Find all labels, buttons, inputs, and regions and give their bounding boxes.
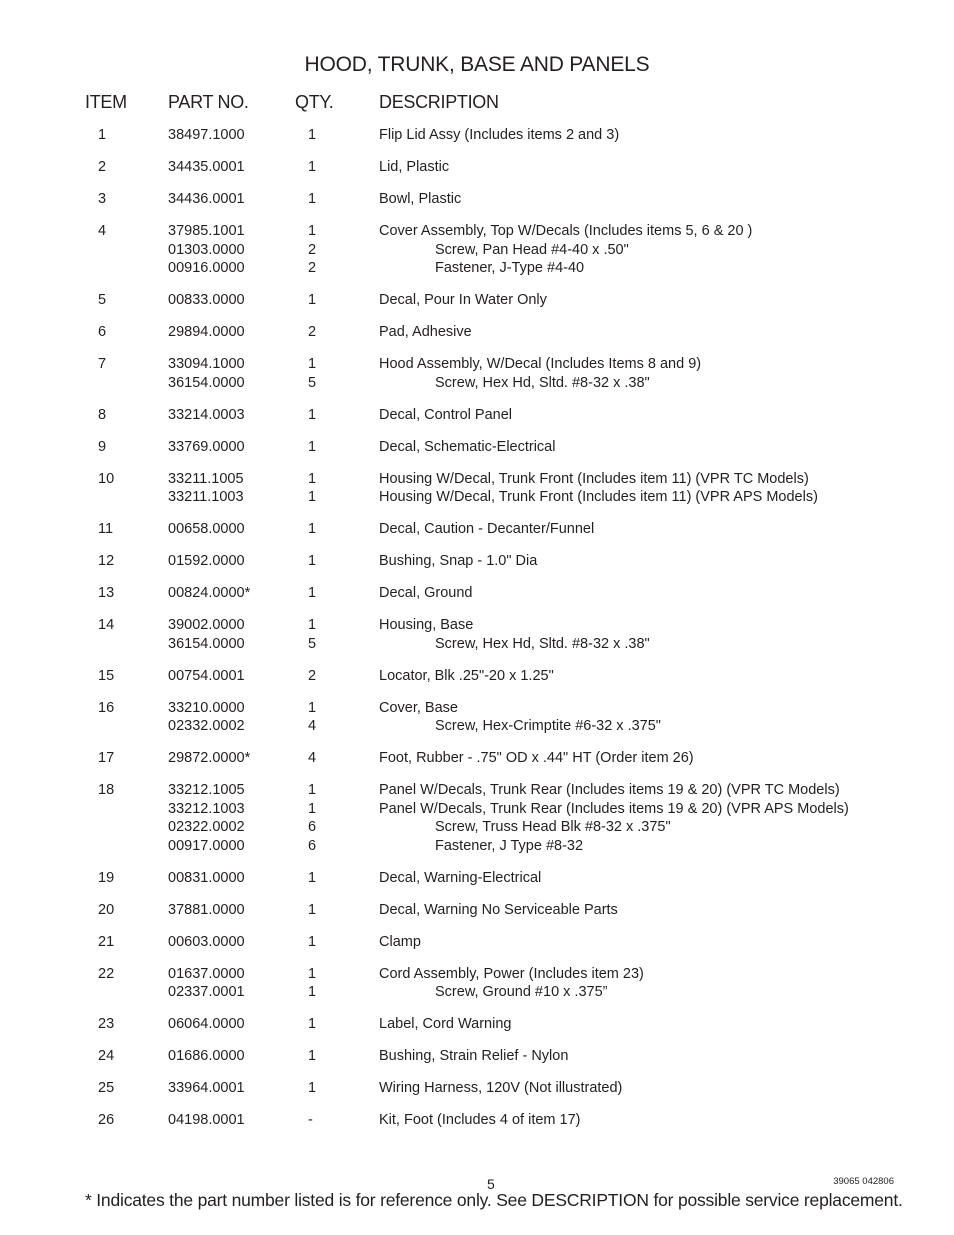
quantity: 4 [308,718,317,734]
description: Housing W/Decal, Trunk Front (Includes item 11) (VPR APS Models) [379,489,818,505]
parts-row [0,749,954,768]
part-number: 37881.0000 [168,901,245,918]
item-number: 16 [98,699,115,716]
description: Flip Lid Assy (Includes items 2 and 3) [379,127,620,143]
item-number: 13 [98,585,115,601]
part-number: 33769.0000 [168,438,245,455]
item-number: 24 [98,1048,115,1064]
part-number: 34436.0001 [168,191,245,207]
quantity: 4 [308,750,317,766]
part-number: 33211.1005 [168,470,244,487]
column-header-qty: QTY. [295,92,334,112]
item-number: 3 [98,191,107,207]
description: Housing W/Decal, Trunk Front (Includes item 11) (VPR TC Models) [379,470,809,487]
part-number: 02322.0002 [168,819,245,835]
part-number: 02332.0002 [168,718,245,734]
quantity: 1 [308,489,317,505]
parts-row-line [0,818,954,837]
item-number: 5 [98,292,107,308]
quantity: 5 [308,374,317,391]
parts-row [0,1111,954,1130]
document-code: 39065 042806 [833,1176,894,1187]
part-number: 29872.0000* [168,750,251,766]
parts-row-line [0,406,954,425]
parts-row-line [0,520,954,539]
item-number: 4 [98,223,107,239]
part-number: 00833.0000 [168,292,245,308]
quantity: 1 [308,1080,317,1096]
parts-row-line [0,717,954,736]
parts-row [0,552,954,571]
part-number: 01686.0000 [168,1048,245,1064]
description: Bushing, Snap - 1.0" Dia [379,553,538,569]
parts-row [0,406,954,425]
description: Wiring Harness, 120V (Not illustrated) [379,1080,623,1096]
parts-row-line [0,488,954,507]
part-number: 39002.0000 [168,617,245,633]
parts-row [0,933,954,952]
parts-row [0,222,954,278]
parts-row-line [0,241,954,260]
description: Cover, Base [379,699,458,716]
quantity: 1 [308,965,317,982]
parts-row [0,616,954,653]
item-number: 2 [98,159,107,175]
parts-row [0,667,954,686]
quantity: 6 [308,819,317,835]
parts-row-line [0,781,954,800]
parts-row-line [0,158,954,177]
description: Kit, Foot (Includes 4 of item 17) [379,1112,581,1128]
parts-row-line [0,837,954,856]
part-number: 00658.0000 [168,521,245,537]
parts-row-line [0,470,954,489]
quantity: 2 [308,324,317,340]
part-number: 33212.1005 [168,782,245,798]
quantity: 6 [308,837,317,854]
parts-row-line [0,190,954,209]
description: Screw, Pan Head #4-40 x .50" [435,241,629,258]
quantity: 1 [308,699,317,716]
description: Fastener, J Type #8-32 [435,837,584,854]
description: Decal, Schematic-Electrical [379,438,556,455]
part-number: 04198.0001 [168,1112,245,1128]
part-number: 00916.0000 [168,260,245,276]
description: Housing, Base [379,617,474,633]
item-number: 1 [98,127,107,143]
description: Screw, Hex Hd, Sltd. #8-32 x .38" [435,374,650,391]
item-number: 21 [98,933,115,950]
parts-row [0,869,954,888]
quantity: 2 [308,260,317,276]
item-number: 6 [98,324,107,340]
column-header-description: DESCRIPTION [379,92,499,112]
quantity: 1 [308,869,317,886]
quantity: 1 [308,933,317,950]
parts-row [0,355,954,392]
description: Decal, Warning-Electrical [379,869,542,886]
parts-row-line [0,699,954,718]
page-title: HOOD, TRUNK, BASE AND PANELS [304,53,650,76]
part-number: 33210.0000 [168,699,245,716]
description: Screw, Hex-Crimptite #6-32 x .375" [435,718,661,734]
quantity: 5 [308,635,317,652]
part-number: 01637.0000 [168,965,245,982]
quantity: 1 [308,223,317,239]
parts-row-line [0,869,954,888]
item-number: 15 [98,667,115,684]
parts-row-line [0,933,954,952]
part-number: 02337.0001 [168,984,245,1000]
quantity: 1 [308,406,317,423]
description: Decal, Control Panel [379,406,512,423]
parts-row [0,470,954,507]
description: Decal, Ground [379,585,473,601]
quantity: 1 [308,521,317,537]
part-number: 33094.1000 [168,356,245,372]
quantity: 1 [308,438,317,455]
parts-row [0,1015,954,1034]
parts-row-line [0,259,954,278]
item-number: 23 [98,1016,115,1032]
parts-row-line [0,749,954,768]
item-number: 10 [98,470,115,487]
parts-row [0,699,954,736]
quantity: 1 [308,356,317,372]
parts-row-line [0,438,954,457]
parts-row [0,438,954,457]
item-number: 14 [98,617,115,633]
description: Decal, Warning No Serviceable Parts [379,901,618,918]
parts-row [0,190,954,209]
parts-row-line [0,1079,954,1098]
part-number: 34435.0001 [168,159,245,175]
parts-row [0,291,954,310]
parts-row [0,126,954,145]
parts-row-line [0,800,954,819]
description: Panel W/Decals, Trunk Rear (Includes items 19 & 20) (VPR APS Models) [379,800,849,817]
parts-list [0,126,954,1143]
description: Decal, Pour In Water Only [379,292,547,308]
parts-row-line [0,355,954,374]
column-header-item: ITEM [85,92,127,112]
part-number: 00831.0000 [168,869,245,886]
item-number: 19 [98,869,115,886]
description: Screw, Hex Hd, Sltd. #8-32 x .38" [435,635,650,652]
part-number: 33211.1003 [168,489,244,505]
description: Bushing, Strain Relief - Nylon [379,1048,569,1064]
quantity: - [308,1112,313,1128]
item-number: 25 [98,1080,115,1096]
parts-row-line [0,1015,954,1034]
description: Clamp [379,933,421,950]
parts-row-line [0,126,954,145]
quantity: 1 [308,1016,317,1032]
description: Pad, Adhesive [379,324,472,340]
description: Foot, Rubber - .75" OD x .44" HT (Order item 26) [379,750,694,766]
part-number: 00824.0000* [168,585,251,601]
parts-row-line [0,374,954,393]
parts-row [0,520,954,539]
part-number: 33212.1003 [168,800,245,817]
item-number: 12 [98,553,115,569]
quantity: 1 [308,585,317,601]
part-number: 00603.0000 [168,933,245,950]
quantity: 1 [308,553,317,569]
parts-row-line [0,1047,954,1066]
parts-row-line [0,291,954,310]
description: Hood Assembly, W/Decal (Includes Items 8 and 9) [379,356,702,372]
quantity: 1 [308,984,317,1000]
parts-row-line [0,584,954,603]
part-number: 29894.0000 [168,324,245,340]
quantity: 1 [308,159,317,175]
parts-row [0,323,954,342]
quantity: 1 [308,901,317,918]
quantity: 2 [308,667,317,684]
description: Screw, Truss Head Blk #8-32 x .375" [435,819,671,835]
parts-row [0,158,954,177]
parts-row [0,965,954,1002]
item-number: 20 [98,901,115,918]
quantity: 1 [308,800,317,817]
quantity: 1 [308,470,317,487]
part-number: 33214.0003 [168,406,245,423]
parts-row [0,584,954,603]
item-number: 8 [98,406,107,423]
description: Label, Cord Warning [379,1016,512,1032]
parts-row [0,1047,954,1066]
parts-row-line [0,616,954,635]
quantity: 2 [308,241,317,258]
description: Panel W/Decals, Trunk Rear (Includes items 19 & 20) (VPR TC Models) [379,782,840,798]
parts-row-line [0,983,954,1002]
parts-row-line [0,635,954,654]
item-number: 11 [98,521,114,537]
description: Decal, Caution - Decanter/Funnel [379,521,595,537]
quantity: 1 [308,617,317,633]
item-number: 7 [98,356,107,372]
part-number: 00754.0001 [168,667,245,684]
page-number: 5 [487,1176,495,1192]
item-number: 17 [98,750,115,766]
description: Cover Assembly, Top W/Decals (Includes items 5, 6 & 20 ) [379,223,753,239]
item-number: 22 [98,965,115,982]
description: Fastener, J-Type #4-40 [435,260,585,276]
part-number: 37985.1001 [168,223,245,239]
parts-row-line [0,1111,954,1130]
part-number: 00917.0000 [168,837,245,854]
parts-row-line [0,222,954,241]
quantity: 1 [308,191,317,207]
parts-row-line [0,965,954,984]
part-number: 06064.0000 [168,1016,245,1032]
parts-row [0,1079,954,1098]
description: Locator, Blk .25"-20 x 1.25" [379,667,554,684]
column-header-part-no: PART NO. [168,92,249,112]
description: Bowl, Plastic [379,191,462,207]
part-number: 38497.1000 [168,127,245,143]
parts-row-line [0,323,954,342]
parts-row-line [0,901,954,920]
part-number: 01592.0000 [168,553,245,569]
parts-row-line [0,552,954,571]
quantity: 1 [308,782,317,798]
description: Lid, Plastic [379,159,450,175]
part-number: 01303.0000 [168,241,245,258]
item-number: 18 [98,782,115,798]
parts-row [0,781,954,855]
description: Cord Assembly, Power (Includes item 23) [379,965,644,982]
parts-row-line [0,667,954,686]
quantity: 1 [308,1048,317,1064]
footnote: * Indicates the part number listed is for reference only. See DESCRIPTION for possible service replacement. [85,1190,903,1210]
part-number: 36154.0000 [168,635,245,652]
description: Screw, Ground #10 x .375” [435,984,608,1000]
part-number: 33964.0001 [168,1080,245,1096]
item-number: 9 [98,438,107,455]
part-number: 36154.0000 [168,374,245,391]
quantity: 1 [308,292,317,308]
parts-row [0,901,954,920]
quantity: 1 [308,127,317,143]
item-number: 26 [98,1112,115,1128]
